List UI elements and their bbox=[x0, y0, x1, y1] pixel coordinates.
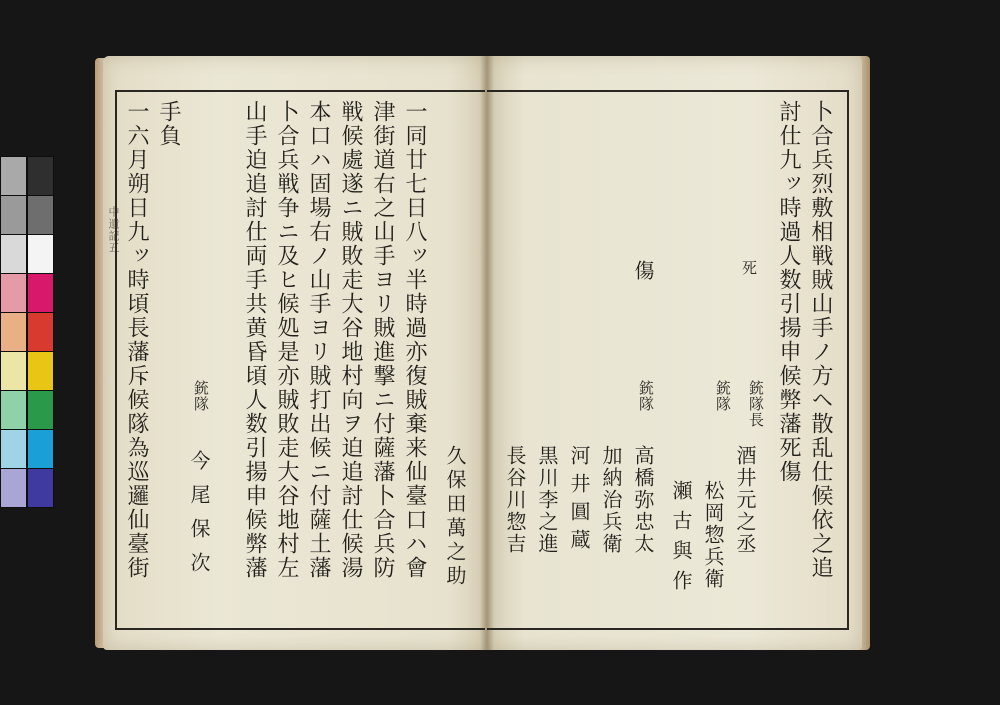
calibration-swatch bbox=[1, 430, 26, 468]
calibration-swatch bbox=[28, 391, 53, 429]
right-col-15: 長谷川惣吉 bbox=[503, 445, 527, 555]
right-col-8: 瀬古與作 bbox=[669, 480, 693, 600]
calibration-swatch bbox=[1, 352, 26, 390]
calibration-swatch bbox=[28, 352, 53, 390]
left-col-2: 手負 bbox=[156, 100, 181, 148]
right-col-11: 高橋弥忠太 bbox=[631, 445, 655, 555]
right-col-2: 討仕九ッ時過人数引揚申候弊藩死傷 bbox=[776, 100, 801, 484]
calibration-swatch bbox=[28, 274, 53, 312]
calibration-swatch bbox=[28, 235, 53, 273]
calibration-swatch bbox=[28, 313, 53, 351]
calibration-swatch bbox=[1, 157, 26, 195]
right-col-9: 傷 bbox=[631, 260, 655, 282]
calibration-swatch bbox=[1, 274, 26, 312]
right-col-12: 加納治兵衛 bbox=[599, 445, 623, 555]
right-col-7: 松岡惣兵衛 bbox=[701, 480, 725, 590]
calibration-swatch bbox=[1, 313, 26, 351]
right-col-14: 黒川李之進 bbox=[535, 445, 559, 555]
open-book bbox=[95, 50, 870, 662]
left-col-5: 山手迫追討仕両手共黄昏頃人数引揚申候弊藩 bbox=[242, 100, 267, 580]
calibration-swatch bbox=[1, 391, 26, 429]
calibration-swatch bbox=[28, 157, 53, 195]
left-col-9: 津街道右之山手ヨリ賊進撃ニ付薩藩卜合兵防 bbox=[370, 100, 395, 580]
left-col-8: 戦候處遂ニ賊敗走大谷地村向ヲ迫追討仕候湯 bbox=[338, 100, 363, 580]
calibration-swatch bbox=[1, 469, 26, 507]
left-col-1: 一六月朔日九ッ時頃長藩斥候隊為巡邏仙臺街 bbox=[124, 100, 149, 580]
right-col-1: 卜合兵烈敷相戦賊山手ノ方ヘ散乱仕候依之追 bbox=[808, 100, 833, 580]
left-col-10: 一同廿七日八ッ半時過亦復賊棄来仙臺口ハ會 bbox=[402, 100, 427, 580]
calibration-swatch bbox=[28, 196, 53, 234]
left-text-frame bbox=[115, 90, 485, 630]
calibration-swatch bbox=[1, 196, 26, 234]
calibration-swatch bbox=[1, 235, 26, 273]
left-col-7: 本口ハ固場右ノ山手ヨリ賊打出候ニ付薩土藩 bbox=[306, 100, 331, 580]
left-margin-label: 中遺記五 bbox=[107, 206, 120, 254]
right-col-10: 銃隊 bbox=[637, 380, 655, 412]
left-col-6: 卜合兵戦争ニ及ヒ候処是亦賊敗走大谷地村左 bbox=[274, 100, 299, 580]
calibration-swatch bbox=[28, 430, 53, 468]
left-col-3: 銃隊 bbox=[192, 380, 210, 412]
right-col-4: 銃隊長 bbox=[747, 380, 765, 428]
right-col-5: 酒井元之丞 bbox=[733, 445, 757, 555]
right-col-6: 銃隊 bbox=[714, 380, 732, 412]
right-col-13: 河井圓蔵 bbox=[567, 445, 591, 557]
color-calibration-chart bbox=[0, 156, 54, 508]
left-col-11: 久保田萬之助 bbox=[443, 445, 467, 589]
right-col-3: 死 bbox=[740, 260, 758, 276]
left-col-4: 今尾保次 bbox=[187, 450, 211, 586]
calibration-swatch bbox=[28, 469, 53, 507]
